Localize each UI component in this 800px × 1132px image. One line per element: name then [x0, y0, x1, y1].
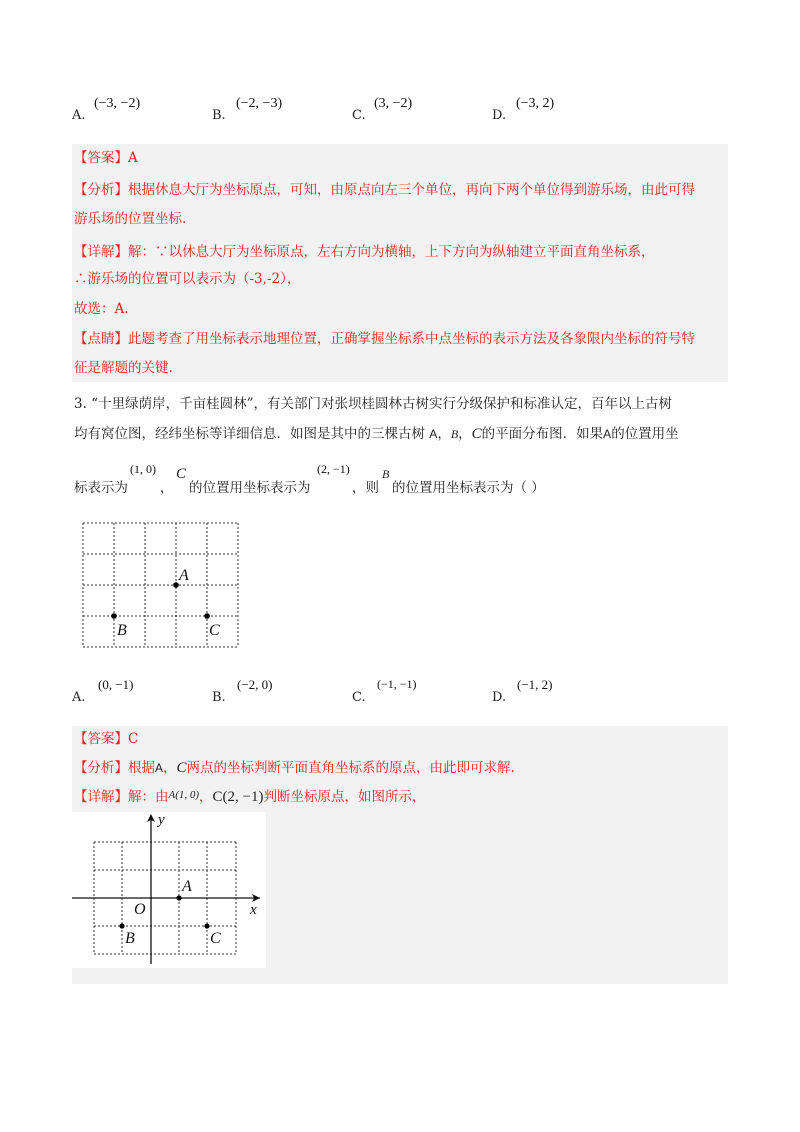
- prev-option-d-letter: D.: [492, 108, 507, 123]
- q3-option-d-letter: D.: [492, 690, 507, 705]
- prev-option-a-letter: A.: [72, 108, 86, 123]
- answer1-analysis-text1: 根据休息大厅为坐标原点，可知，由原点向左三个单位，再向下两个单位得到游乐场，由此可得: [128, 182, 695, 198]
- answer1-detail-text1: 解：∵以休息大厅为坐标原点，左右方向为横轴，上下方向为纵轴建立平面直角坐标系，: [128, 244, 655, 260]
- answer1-comment-tag: 【点睛】: [74, 331, 128, 347]
- answer2-analysis-A: A: [155, 761, 164, 775]
- q3-line2-A2: A: [603, 427, 612, 441]
- answer1-detail-line2: ∴游乐场的位置可以表示为（-3,-2），: [74, 271, 301, 287]
- q3-line2-sep1: ，: [437, 426, 451, 442]
- x-axis-label: x: [250, 902, 257, 918]
- answer2-analysis-line: [74, 758, 515, 778]
- coord-A-label: A: [182, 878, 192, 895]
- answer2-detail-tag: 【详解】: [74, 789, 128, 805]
- q3-line3-sep: ，: [160, 480, 174, 496]
- q3-option-c-letter: C.: [352, 690, 366, 705]
- answer2-detail-A-coord: A(1, 0): [168, 789, 200, 801]
- answer1-comment-line1: [74, 329, 695, 349]
- origin-label: O: [134, 901, 146, 918]
- answer2-detail-sep: ，: [199, 789, 213, 805]
- q3-line2-C: C: [471, 426, 482, 442]
- q3-line2-text-c: 的位置用坐: [611, 426, 679, 442]
- coordinate-figure: [72, 812, 266, 968]
- answer2-answer-tag: 【答案】: [74, 731, 128, 747]
- prev-option-b-letter: B.: [212, 108, 226, 123]
- answer2-detail-C-coord: C(2, −1): [212, 789, 264, 805]
- answer1-analysis-line1: [74, 180, 695, 200]
- q3-line3-text-d: 的位置用坐标表示为（ ）: [392, 480, 545, 496]
- answer2-detail-text-b: 判断坐标原点，如图所示，: [263, 789, 426, 805]
- q3-line2-B: B: [450, 427, 459, 441]
- tree-C-label: C: [209, 622, 220, 639]
- answer1-comment-text1: 此题考查了用坐标表示地理位置，正确掌握坐标系中点坐标的表示方法及各象限内坐标的符号特: [128, 331, 695, 347]
- answer1-comment-line2: 征是解题的关键.: [74, 360, 173, 376]
- tree-A-label: A: [179, 567, 189, 584]
- q3-line2-A: A: [429, 427, 438, 441]
- answer2-analysis-C: C: [176, 760, 187, 776]
- answer2-answer-value: C: [128, 731, 139, 747]
- tree-B-point: [111, 613, 117, 619]
- answer1-analysis-tag: 【分析】: [74, 182, 128, 198]
- question3-line3-a: 标表示为: [74, 480, 128, 496]
- q3-line3-A-coord: (1, 0): [130, 462, 156, 476]
- answer1-answer-value: A: [128, 150, 138, 166]
- q3-option-b-letter: B.: [212, 690, 226, 705]
- prev-option-b-value: (−2, −3): [236, 96, 283, 111]
- coord-C-point: [204, 923, 209, 928]
- tree-B-label: B: [117, 622, 127, 639]
- answer1-answer-line: [74, 148, 138, 168]
- coord-A-point: [176, 895, 181, 900]
- q3-line2-text-a: 均有窝位图，经纬坐标等详细信息．如图是其中的三棵古树: [74, 426, 425, 442]
- answer2-analysis-sep: ，: [163, 760, 177, 776]
- q3-line3-text-c: ，则: [352, 480, 379, 496]
- coord-B-label: B: [125, 930, 135, 947]
- answer1-detail-line1: [74, 242, 655, 262]
- answer2-detail-line: [74, 787, 426, 808]
- question3-line1: 3. “十里绿荫岸，千亩桂圆林”，有关部门对张坝桂圆林古树实行分级保护和标准认定，百年以上古树: [74, 396, 672, 412]
- q3-line2-sep2: ，: [458, 426, 472, 442]
- tree-C-point: [204, 613, 210, 619]
- q3-option-c-value: (−1, −1): [377, 677, 417, 691]
- answer2-analysis-text-b: 两点的坐标判断平面直角坐标系的原点，由此即可求解.: [186, 760, 515, 776]
- q3-line3-text-b: 的位置用坐标表示为: [189, 480, 311, 496]
- prev-option-c-value: (3, −2): [374, 96, 413, 111]
- y-axis-label: y: [158, 812, 165, 828]
- answer1-detail-tag: 【详解】: [74, 244, 128, 260]
- answer2-detail-text-a: 解：由: [128, 789, 169, 805]
- answer2-answer-line: [74, 729, 138, 749]
- q3-line3-B: B: [382, 467, 390, 481]
- q3-option-b-value: (−2, 0): [237, 677, 273, 692]
- answer1-detail-line3: 故选：A.: [74, 301, 129, 317]
- answer2-analysis-text-a: 根据: [128, 760, 155, 776]
- answer2-analysis-tag: 【分析】: [74, 760, 128, 776]
- tree-grid-figure: [80, 520, 242, 652]
- q3-line2-text-b: 的平面分布图．如果: [481, 426, 604, 442]
- coord-C-label: C: [210, 930, 221, 947]
- prev-option-a-value: (−3, −2): [94, 96, 141, 111]
- q3-option-a-letter: A.: [72, 690, 86, 705]
- coordinate-figure-background: [72, 812, 266, 968]
- prev-option-c-letter: C.: [352, 108, 366, 123]
- q3-line3-C: C: [176, 466, 187, 482]
- tree-A-point: [173, 582, 179, 588]
- answer1-answer-tag: 【答案】: [74, 150, 128, 166]
- question3-line2: [74, 424, 679, 444]
- answer1-analysis-line2: 游乐场的位置坐标.: [74, 211, 187, 227]
- q3-option-a-value: (0, −1): [98, 677, 134, 692]
- coord-B-point: [119, 923, 124, 928]
- prev-option-d-value: (−3, 2): [516, 96, 555, 111]
- q3-line3-C-coord: (2, −1): [317, 462, 350, 476]
- q3-option-d-value: (−1, 2): [517, 677, 553, 692]
